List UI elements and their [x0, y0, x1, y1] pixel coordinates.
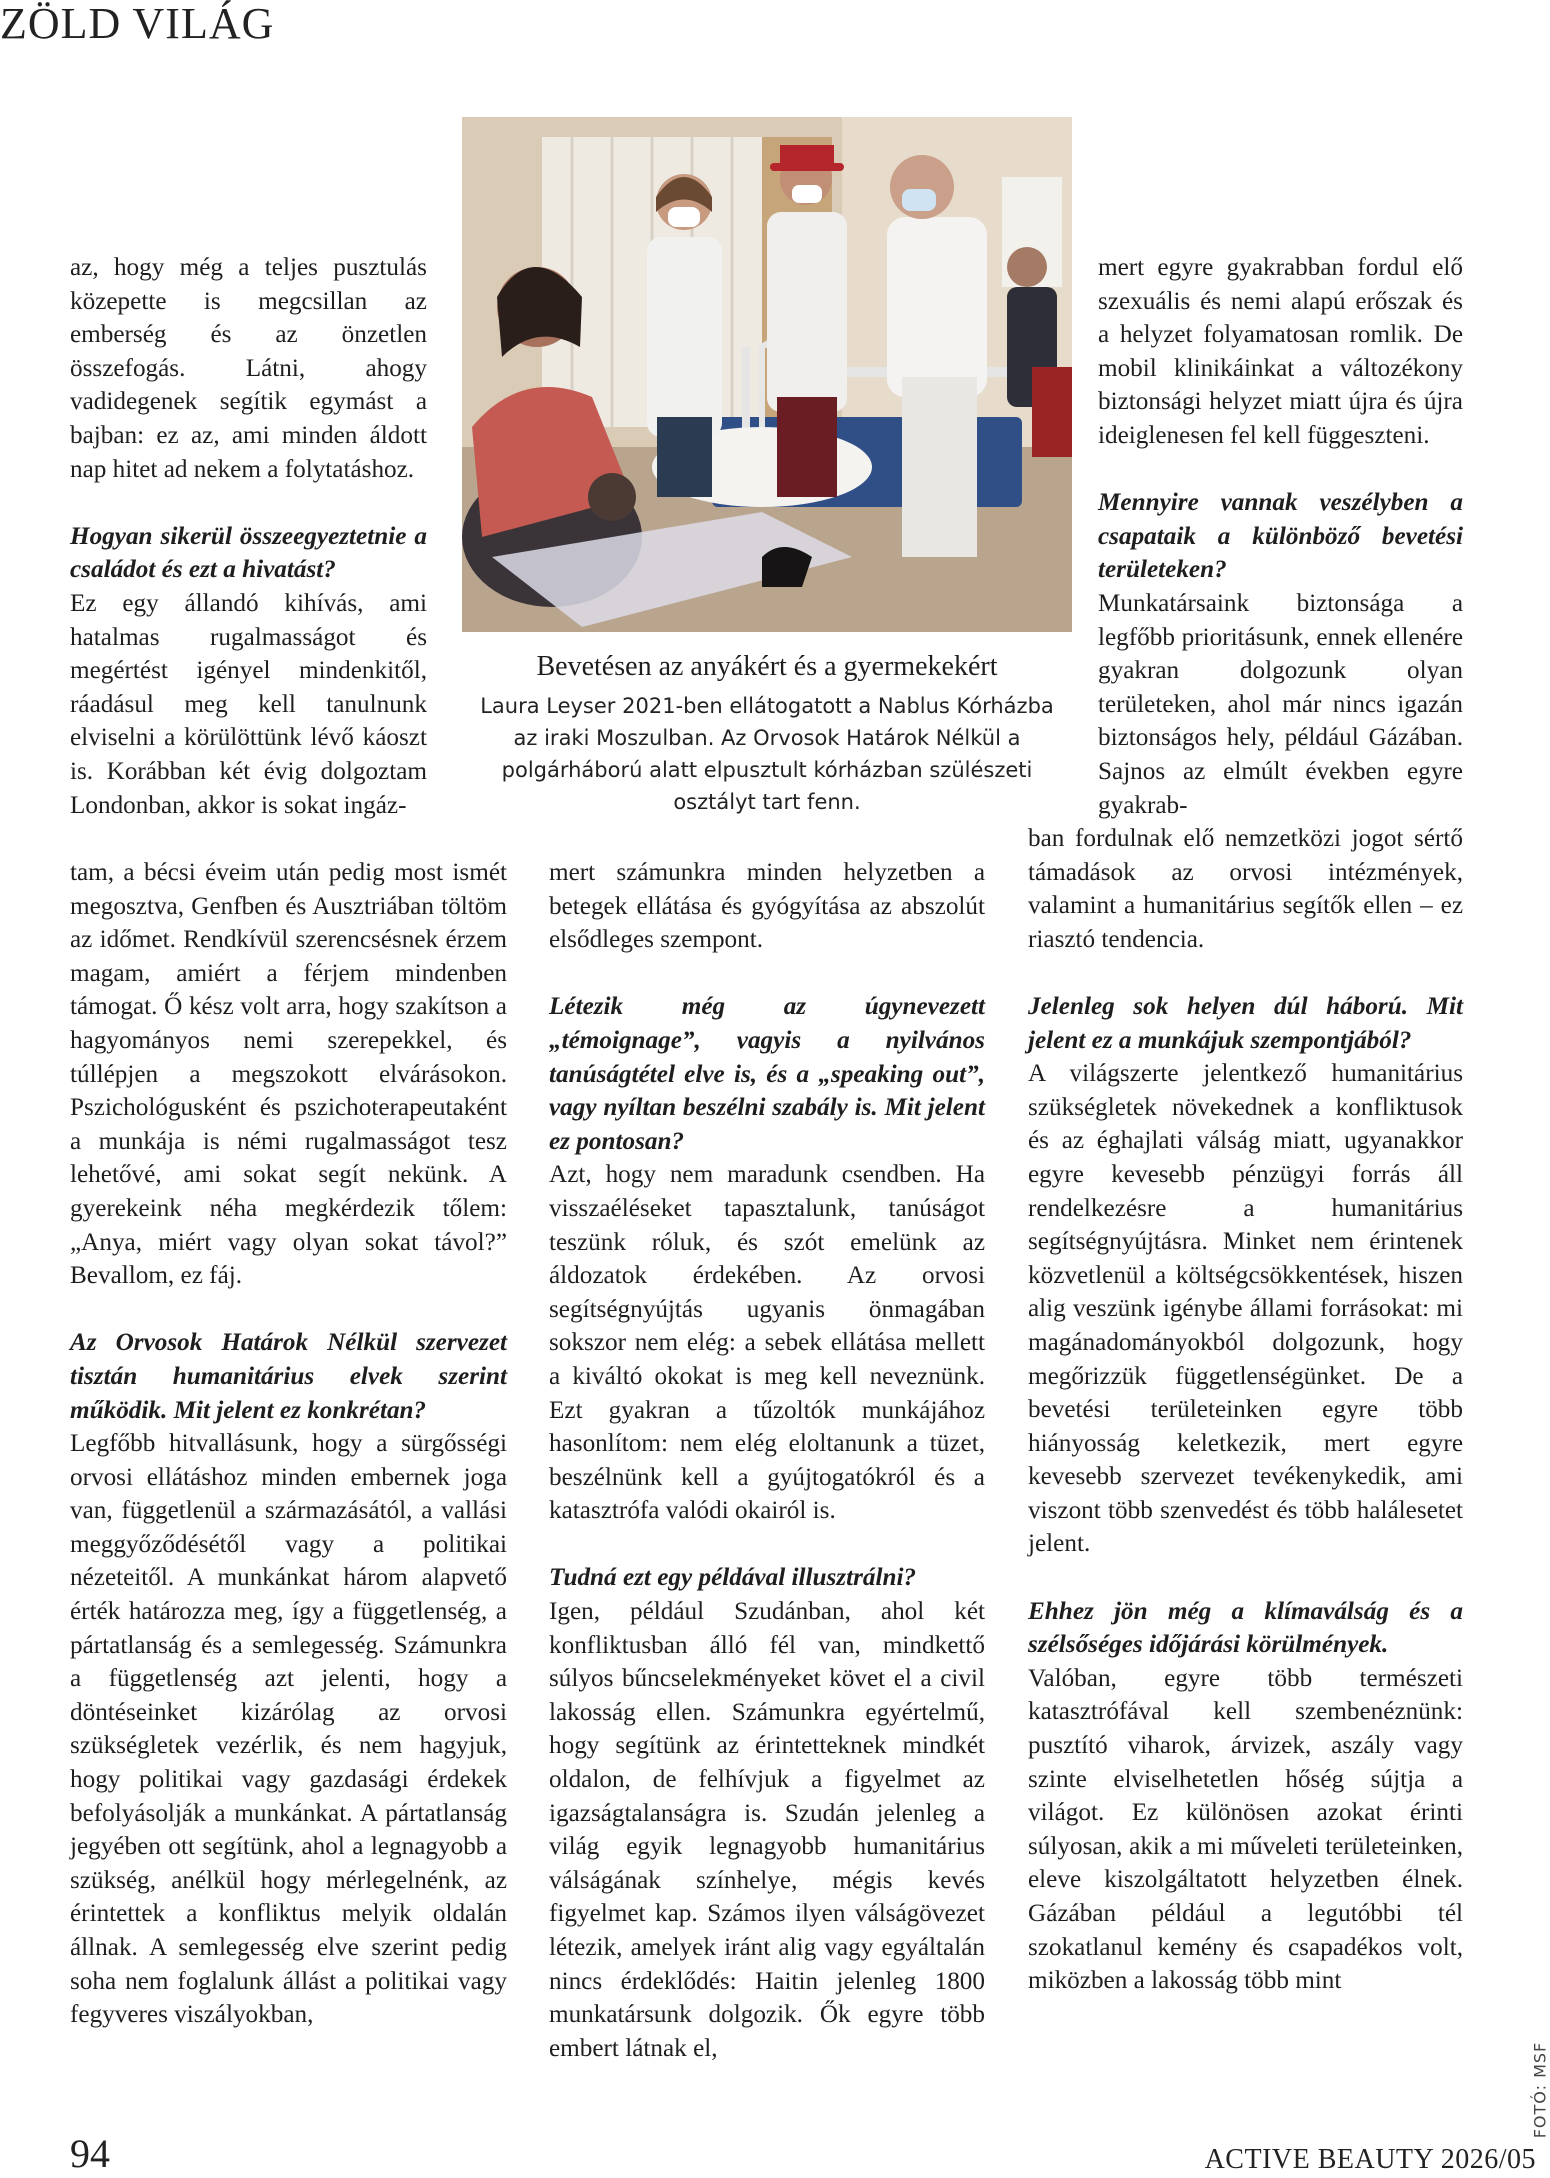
interview-question: Ehhez jön még a klímaválság és a szélsőséges időjárási körülmények. [1028, 1597, 1463, 1659]
interview-question: Tudná ezt egy példával illusztrálni? [549, 1564, 917, 1592]
hospital-photo [462, 117, 1072, 632]
body-paragraph: A világszerte jelentkező humanitárius szükségletek növekednek a konfliktusok és az éghajlati válság miatt, ugyanakkor egyre kevesebb pénzügyi forrás áll rendelkezésre a humanitárius segítségnyújtásra. Minket nem érintenek közvetlenül a költségcsökkentések, hiszen alig veszünk igénybe állami forrásokat: mi magánadományokból dolgozunk, hogy megőrizzük függetlenségünket. De a bevetési területeinken egyre több hiányosság keletkezik, mert egyre kevesebb szervezet tevékenykedik, ami viszont több szenvedést és több halálesetet jelent. [1028, 1060, 1463, 1558]
body-paragraph: Azt, hogy nem maradunk csendben. Ha visszaéléseket tapasztalunk, tanúságot teszünk róluk, és szót emelünk az áldozatok érdekében. Az orvosi segítségnyújtás ugyanis önmagában sokszor nem elég: a sebek ellátása mellett a kiváltó okokat is meg kell neveznünk. Ezt gyakran a tűzoltók munkájához hasonlítom: nem elég eloltanunk a tüzet, beszélnünk kell a gyújtogatókról és a katasztrófa valódi okairól is. [549, 1161, 985, 1525]
column-3-top [1098, 251, 1463, 822]
body-paragraph: tam, a bécsi éveim után pedig most ismét megosztva, Genfben és Ausztriában töltöm az időmet. Rendkívül szerencsésnek érzem magam, amiért a férjem mindenben támogat. Ő kész volt arra, hogy szakítson a hagyományos nemi szerepekkel, és túllépjen a megszokott elvárásokon. Pszichológusként és pszichoterapeutaként a munkája is némi rugalmasságot tesz lehetővé, ami sokat segít nekünk. A gyerekeink néha megkérdezik tőlem: „Anya, miért vagy olyan sokat távol?” Bevallom, ez fáj. [70, 859, 507, 1290]
photo-credit-text: FOTÓ: MSF [1530, 2041, 1550, 2139]
column-3-bottom [1028, 822, 1463, 1998]
caption-title: Bevetésen az anyákért és a gyermekekért [536, 651, 998, 682]
issue-label: ACTIVE BEAUTY 2026/05 [1204, 2144, 1536, 2175]
section-label: ZÖLD VILÁG [0, 0, 275, 48]
photo-credit [1531, 2030, 1549, 2150]
body-paragraph: Munkatársaink biztonsága a legfőbb prioritásunk, ennek ellenére gyakran dolgozunk olyan területeken, ahol már nincs igazán biztonságos hely, például Gázában. Sajnos az elmúlt években egyre gyakrab- [1098, 589, 1463, 819]
interview-question: Az Orvosok Határok Nélkül szervezet tisztán humanitárius elvek szerint működik. Mit jelent ez konkrétan? [70, 1329, 507, 1424]
interview-question: Mennyire vannak veszélyben a csapataik a különböző bevetési területeken? [1098, 489, 1463, 584]
body-paragraph: mert egyre gyakrabban fordul elő szexuális és nemi alapú erőszak és a helyzet folyamatosan romlik. De mobil klinikáinkat a változékony biztonsági helyzet miatt újra és újra ideiglenesen fel kell függeszteni. [1098, 254, 1463, 449]
interview-question: Létezik még az úgynevezett „témoignage”, vagyis a nyilvános tanúságtétel elve is, és a „speaking out”, vagy nyíltan beszélni szabály is. Mit jelent ez pontosan? [549, 993, 985, 1155]
column-1-top [70, 251, 427, 822]
body-paragraph: az, hogy még a teljes pusztulás közepette is megcsillan az emberség és az önzetlen összefogás. Látni, ahogy vadidegenek segítik egymást a bajban: ez az, ami minden áldott nap hitet ad nekem a folytatáshoz. [70, 254, 427, 483]
body-paragraph: Valóban, egyre több természeti katasztrófával kell szembenéznünk: pusztító viharok, árvizek, aszály vagy szinte elviselhetetlen hőség sújtja a világot. Ez különösen azokat érinti súlyosan, akik a mi műveleti területeinken, eleve kiszolgáltatott helyzetben élnek. Gázában például a legutóbbi tél szokatlanul kemény és csapadékos volt, miközben a lakosság több mint [1028, 1664, 1463, 1995]
interview-question: Hogyan sikerül összeegyeztetnie a családot és ezt a hivatást? [70, 522, 427, 584]
page-number: 94 [70, 2131, 110, 2176]
body-paragraph: mert számunkra minden helyzetben a betegek ellátása és gyógyítása az abszolút elsődleges szempont. [549, 859, 985, 954]
column-1-bottom [70, 856, 507, 2032]
body-paragraph: Ez egy állandó kihívás, ami hatalmas rugalmasságot és megértést igényel mindenkitől, ráadásul meg kell tanulnunk elviselni a körülöttünk lévő káoszt is. Korábban két évig dolgoztam Londonban, akkor is sokat ingáz- [70, 589, 427, 819]
body-paragraph: Legfőbb hitvallásunk, hogy a sürgősségi orvosi ellátáshoz minden embernek joga van, függetlenül a származásától, a vallási meggyőződésétől vagy a politikai nézeteitől. A munkánkat három alapvető érték határozza meg, így a függetlenség, a pártatlanság és a semlegesség. Számunkra a függetlenség azt jelenti, hogy a döntéseinket kizárólag az orvosi szükségletek vezérlik, és nem hagyjuk, hogy politikai vagy gazdasági érdekek befolyásolják a munkánkat. A pártatlanság jegyében ott segítünk, ahol a legnagyobb a szükség, anélkül hogy mérlegelnénk, az érintettek a konfliktus melyik oldalán állnak. A semlegesség elve szerint pedig soha nem foglalunk állást a politikai vagy fegyveres viszályokban, [70, 1430, 507, 2029]
body-paragraph: ban fordulnak elő nemzetközi jogot sértő támadások az orvosi intézmények, valamint a humanitárius segítők ellen – ez riasztó tendencia. [1028, 825, 1463, 953]
column-2 [549, 856, 985, 2065]
caption-text: Laura Leyser 2021-ben ellátogatott a Nablus Kórházba az iraki Moszulban. Az Orvosok Határok Nélkül a polgárháború alatt elpusztult kórházban szülészeti osztályt tart fenn. [480, 694, 1054, 814]
body-paragraph: Igen, például Szudánban, ahol két konfliktusban álló fél van, mindkettő súlyos bűncselekményeket követ el a civil lakosság ellen. Számunkra egyértelmű, hogy segítünk az érintetteknek mindkét oldalon, de felhívjuk a figyelmet az igazságtalanságra is. Szudán jelenleg a világ egyik legnagyobb humanitárius válságának színhelye, mégis kevés figyelmet kap. Számos ilyen válságövezet létezik, amelyek iránt alig vagy egyáltalán nincs érdeklődés: Haitin jelenleg 1800 munkatársunk dolgozik. Ők egyre több embert látnak el, [549, 1598, 985, 2062]
interview-question: Jelenleg sok helyen dúl háború. Mit jelent ez a munkájuk szempontjából? [1028, 992, 1463, 1054]
